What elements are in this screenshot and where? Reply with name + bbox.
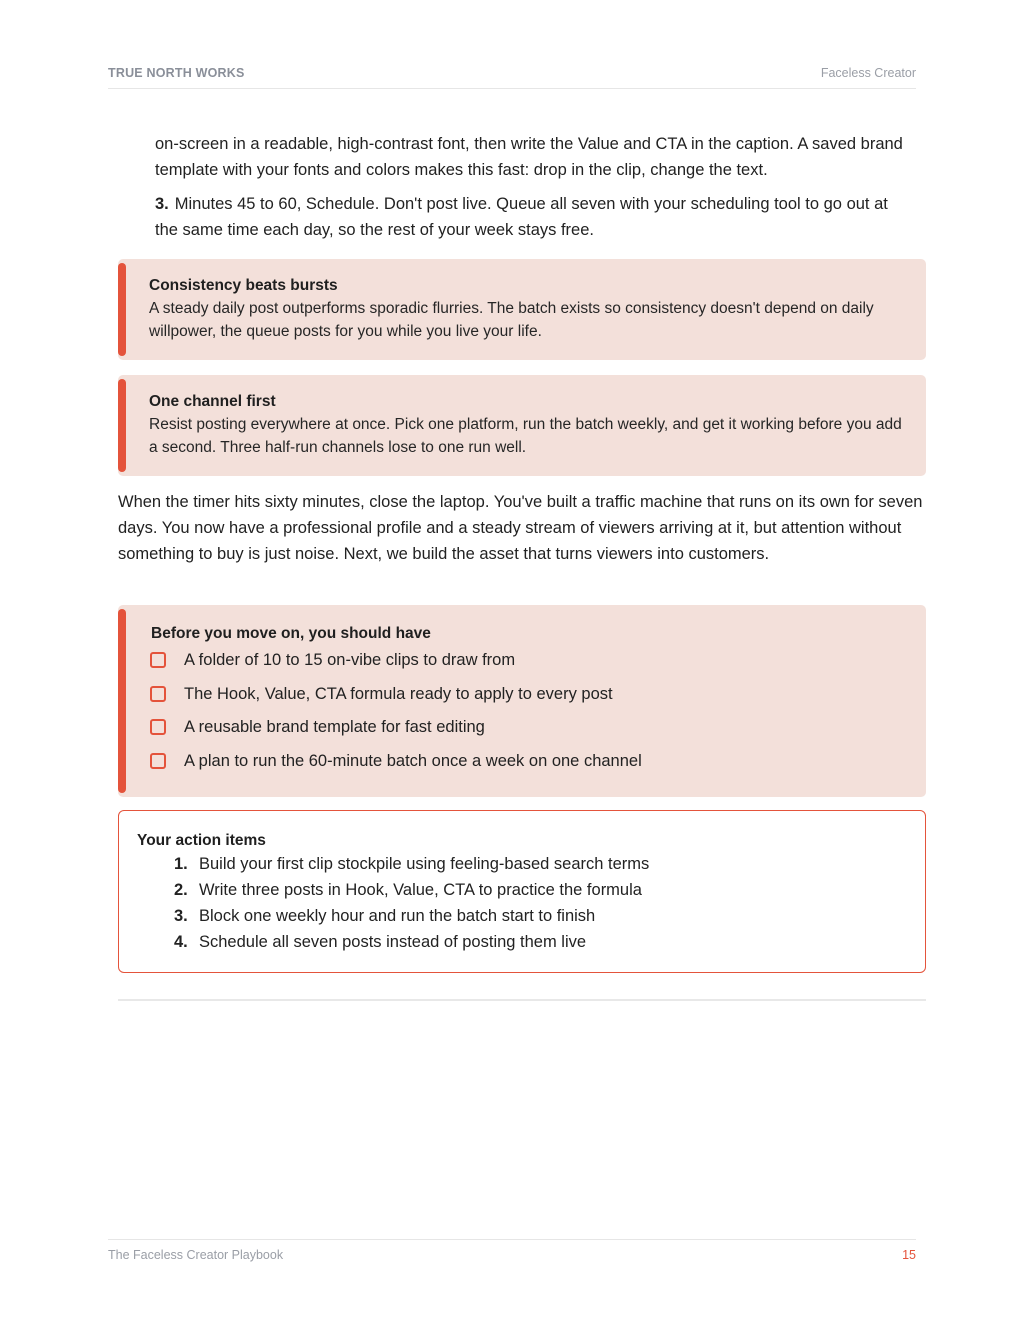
checklist-item-text: A folder of 10 to 15 on-vibe clips to draw from xyxy=(184,651,516,669)
action-item xyxy=(174,851,649,877)
section-divider xyxy=(118,999,926,1001)
page-number: 15 xyxy=(902,1248,916,1262)
action-item-number: 1. xyxy=(174,855,188,873)
action-items-title: Your action items xyxy=(137,832,266,849)
action-item xyxy=(174,877,649,903)
callout-accent-bar xyxy=(118,609,126,793)
step-number: 3. xyxy=(155,195,169,213)
callout-consistency xyxy=(118,259,926,360)
action-item-number: 3. xyxy=(174,907,188,925)
footer-book-title: The Faceless Creator Playbook xyxy=(108,1248,284,1262)
checkbox-icon[interactable] xyxy=(150,652,166,668)
step-3 xyxy=(155,191,915,243)
continuation-paragraph: on-screen in a readable, high-contrast font, then write the Value and CTA in the caption. A saved brand template with your fonts and colors makes this fast: drop in the clip, change the text. xyxy=(155,135,903,179)
action-item-text: Write three posts in Hook, Value, CTA to practice the formula xyxy=(199,881,642,899)
action-item-number: 4. xyxy=(174,933,188,951)
step-text: Minutes 45 to 60, Schedule. Don't post live. Queue all seven with your scheduling tool to go out at the same time each day, so the rest of your week stays free. xyxy=(155,195,888,239)
body-paragraph: When the timer hits sixty minutes, close the laptop. You've built a traffic machine that runs on its own for seven days. You now have a professional profile and a steady stream of viewers arriving at it, but attention without something to buy is just noise. Next, we build the asset that turns viewers into customers. xyxy=(118,493,923,563)
action-items-box xyxy=(118,810,926,973)
checklist-title: Before you move on, you should have xyxy=(151,625,431,642)
callout-title: One channel first xyxy=(149,393,276,410)
callout-accent-bar xyxy=(118,379,126,472)
checklist-callout xyxy=(118,605,926,797)
page-footer xyxy=(108,1239,916,1262)
callout-one-channel xyxy=(118,375,926,476)
action-item-text: Block one weekly hour and run the batch start to finish xyxy=(199,907,596,925)
brand-name: TRUE NORTH WORKS xyxy=(108,66,245,80)
callout-title: Consistency beats bursts xyxy=(149,277,338,294)
action-item-text: Schedule all seven posts instead of posting them live xyxy=(199,933,587,951)
page-header xyxy=(108,66,916,89)
action-item-number: 2. xyxy=(174,881,188,899)
checklist-item-text: A reusable brand template for fast editing xyxy=(184,718,485,736)
checkbox-icon[interactable] xyxy=(150,686,166,702)
action-item xyxy=(174,903,649,929)
callout-accent-bar xyxy=(118,263,126,356)
action-item xyxy=(174,929,649,955)
checklist-item-text: The Hook, Value, CTA formula ready to apply to every post xyxy=(184,684,613,703)
checkbox-icon[interactable] xyxy=(150,753,166,769)
callout-body: A steady daily post outperforms sporadic flurries. The batch exists so consistency doesn't depend on daily willpower, the queue posts for you while you live your life. xyxy=(149,300,874,340)
action-item-text: Build your first clip stockpile using feeling-based search terms xyxy=(199,855,650,873)
checkbox-icon[interactable] xyxy=(150,719,166,735)
action-items-list xyxy=(174,851,649,955)
checklist-item-text: A plan to run the 60-minute batch once a week on one channel xyxy=(184,751,642,770)
section-name: Faceless Creator xyxy=(820,66,916,80)
callout-body: Resist posting everywhere at once. Pick one platform, run the batch weekly, and get it working before you add a second. Three half-run channels lose to one run well. xyxy=(149,416,902,456)
